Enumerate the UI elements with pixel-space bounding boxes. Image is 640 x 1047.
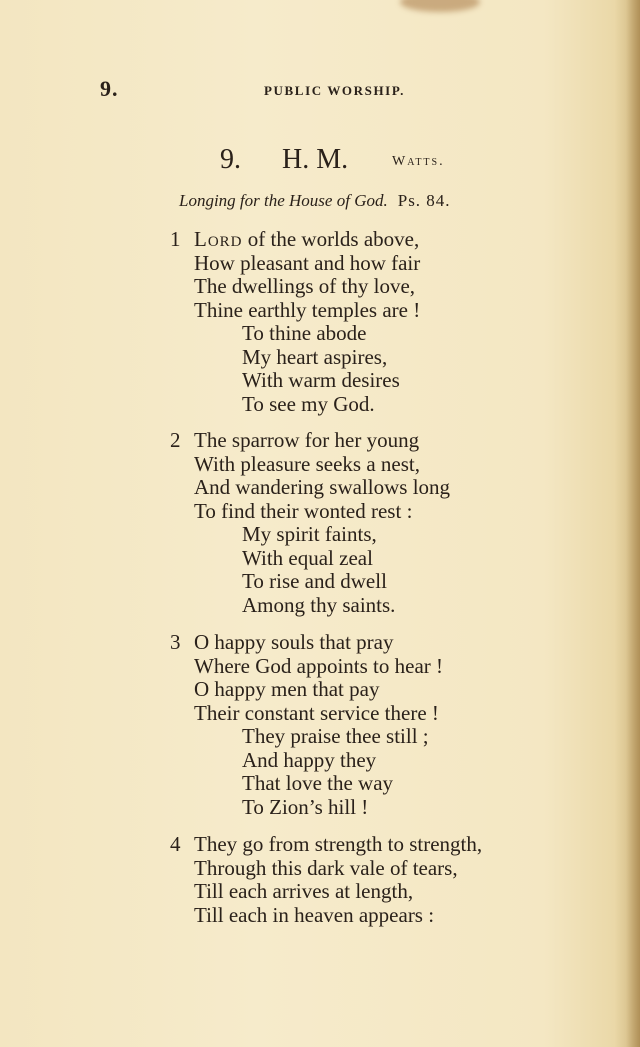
verse-line: They go from strength to strength,: [194, 832, 483, 856]
verse-line: To Zion’s hill !: [242, 794, 369, 819]
stanza-number: 3: [170, 630, 181, 654]
verse-line: The dwellings of thy love,: [194, 274, 416, 298]
verse-line: O happy men that pay: [194, 677, 380, 701]
verse-line: To thine abode: [242, 321, 367, 345]
verse-line: They praise thee still ;: [242, 724, 429, 748]
verse-line: My spirit faints,: [242, 522, 377, 546]
verse-line: To rise and dwell: [242, 569, 387, 593]
page-edge-shadow: [626, 0, 640, 1047]
verse-line: Thine earthly temples are !: [194, 297, 421, 322]
stanza-4: [170, 833, 540, 927]
verse-line: Till each in heaven appears :: [194, 902, 435, 927]
verse-line: To see my God.: [242, 391, 375, 416]
running-head: PUBLIC WORSHIP.: [264, 83, 406, 98]
verse-line: O happy souls that pray: [194, 630, 394, 654]
verse-line: Through this dark vale of tears,: [194, 855, 458, 880]
hymn-meter: H. M.: [282, 144, 349, 175]
stanza-number: 4: [170, 832, 181, 856]
stanza-1: [170, 228, 540, 416]
first-word: Lord: [194, 227, 243, 251]
verse-line: With warm desires: [242, 368, 400, 392]
hymn-heading: [220, 144, 445, 184]
verse-line: With pleasure seeks a nest,: [194, 451, 420, 476]
verse-line: Where God appoints to hear !: [194, 653, 443, 678]
verse-line: To find their wonted rest :: [194, 498, 413, 523]
stanza-number: 1: [170, 227, 181, 251]
psalm-reference: Ps. 84.: [397, 191, 451, 210]
page-number: 9.: [100, 76, 119, 101]
verse-line: The sparrow for her young: [194, 428, 420, 452]
verse-line: How pleasant and how fair: [194, 250, 421, 275]
verse-line: Till each arrives at length,: [194, 879, 414, 903]
hymn-title: Longing for the House of God.: [179, 191, 388, 210]
hymn-subtitle: [179, 191, 451, 211]
verse-line: [170, 228, 540, 252]
verse-line: Their constant service there !: [194, 700, 439, 725]
paper-stain: [400, 0, 480, 12]
hymn-number: 9.: [220, 144, 241, 175]
hymn-author: Watts.: [392, 154, 445, 169]
verse-line: And wandering swallows long: [194, 475, 451, 499]
first-line-rest: of the worlds above,: [242, 227, 420, 251]
stanza-number: 2: [170, 428, 181, 452]
stanza-2: [170, 429, 540, 617]
verse-line: Among thy saints.: [242, 592, 396, 617]
verse-line: That love the way: [242, 771, 394, 795]
verse-line: My heart aspires,: [242, 344, 388, 369]
stanza-3: [170, 631, 540, 819]
verse-line: And happy they: [242, 747, 377, 772]
verse-line: With equal zeal: [242, 545, 373, 570]
